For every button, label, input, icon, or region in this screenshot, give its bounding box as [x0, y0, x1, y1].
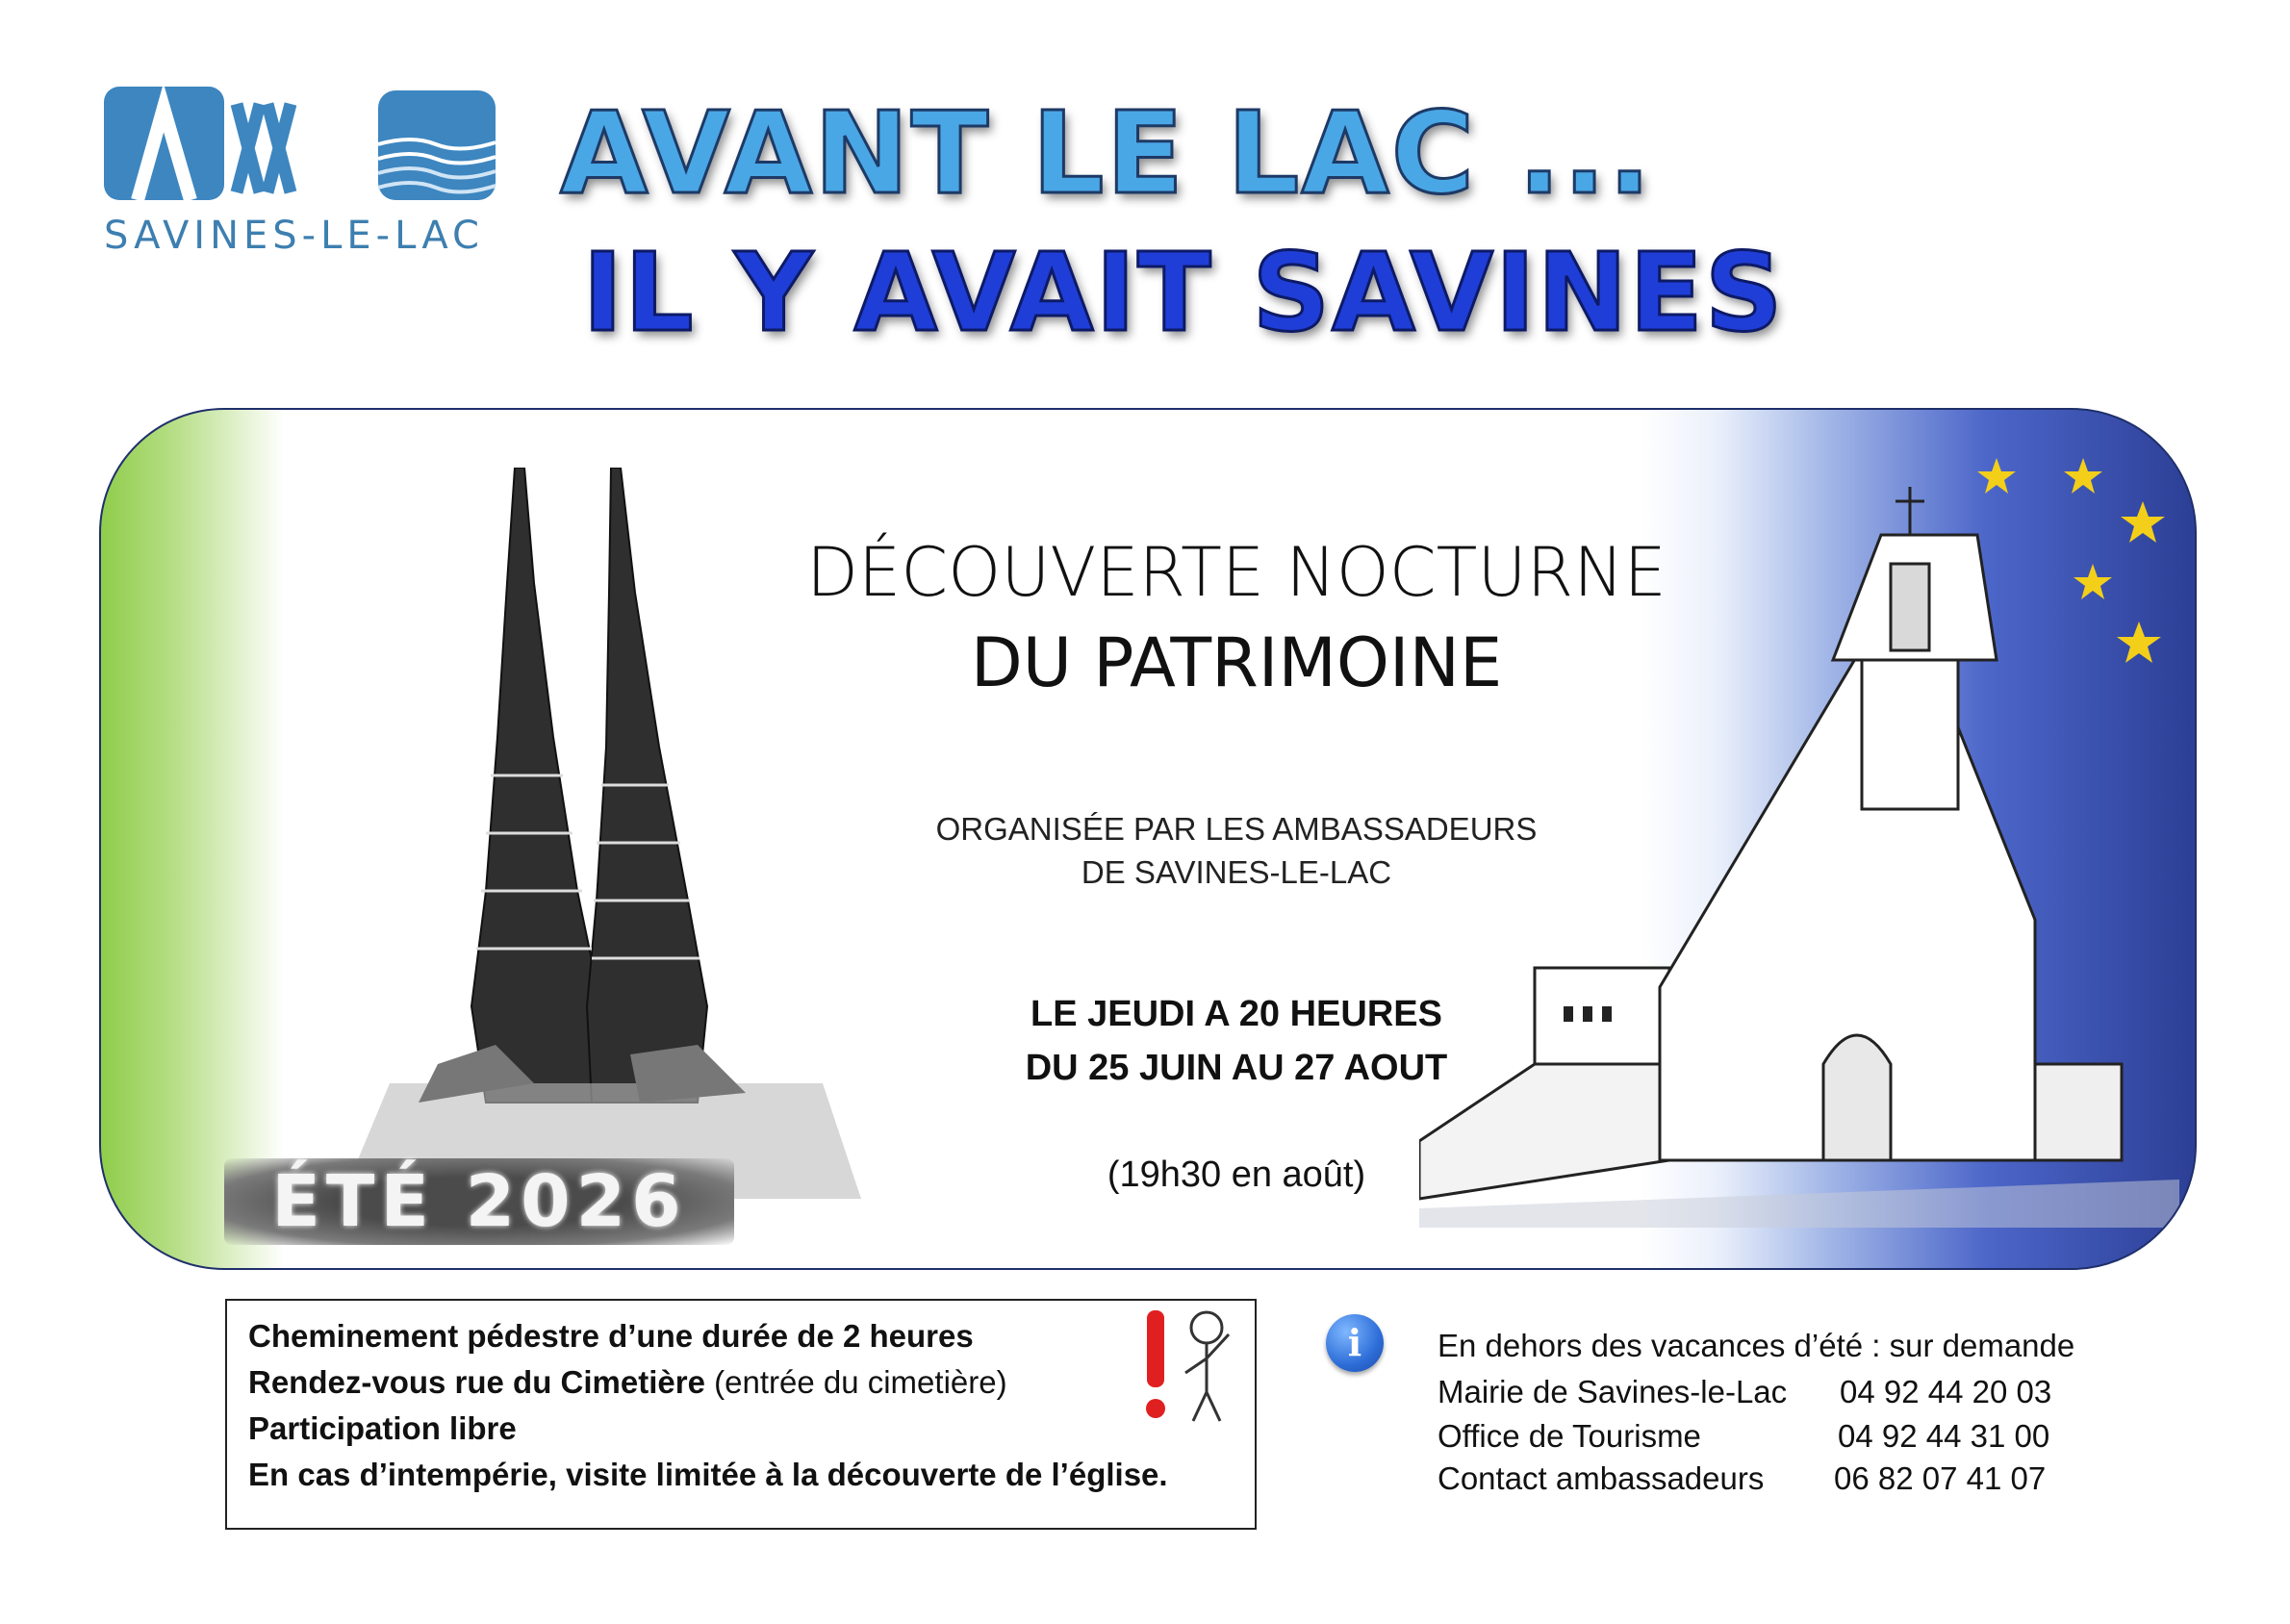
contact-name: Mairie de Savines-le-Lac [1438, 1374, 1788, 1409]
subtitle-line-2: DU PATRIMOINE [970, 623, 1503, 702]
date-line-1: LE JEUDI A 20 HEURES [1030, 994, 1442, 1034]
logo-text: SAVINES-LE-LAC [104, 214, 484, 258]
organizer-line-2: DE SAVINES-LE-LAC [1081, 854, 1392, 890]
contact-heading: En dehors des vacances d’été : sur demande [1438, 1328, 2075, 1363]
details-duration: Cheminement pédestre d’une durée de 2 heures [248, 1318, 974, 1354]
contact-name: Contact ambassadeurs [1438, 1460, 1765, 1496]
contact-phone: 04 92 44 20 03 [1840, 1374, 2052, 1409]
details-meeting-point: Rendez-vous rue du Cimetière (entrée du cimetière) [248, 1364, 1007, 1400]
title-line-2: IL Y AVAIT SAVINES [582, 231, 1785, 356]
season-badge: ÉTÉ 2026 [224, 1158, 734, 1245]
date-line-2: DU 25 JUIN AU 27 AOUT [1025, 1048, 1448, 1088]
title-line-1: AVANT LE LAC ... [560, 87, 1653, 219]
contact-name: Office de Tourisme [1438, 1418, 1701, 1454]
banner-text [755, 410, 1718, 1268]
info-icon: i [1326, 1314, 1384, 1372]
contact-phone: 04 92 44 31 00 [1838, 1418, 2050, 1454]
august-time-note: (19h30 en août) [1107, 1155, 1366, 1195]
stars-icon [1977, 458, 2189, 698]
subtitle-line-1: DÉCOUVERTE NOCTURNE [806, 533, 1667, 612]
details-weather: En cas d’intempérie, visite limitée à la découverte de l’église. [248, 1457, 1168, 1492]
organizer-line-1: ORGANISÉE PAR LES AMBASSADEURS [935, 811, 1538, 847]
event-banner [99, 408, 2197, 1270]
exclamation-character-icon [1137, 1301, 1243, 1426]
details-participation: Participation libre [248, 1410, 517, 1446]
details-box [225, 1299, 1257, 1530]
contact-phone: 06 82 07 41 07 [1834, 1460, 2047, 1496]
